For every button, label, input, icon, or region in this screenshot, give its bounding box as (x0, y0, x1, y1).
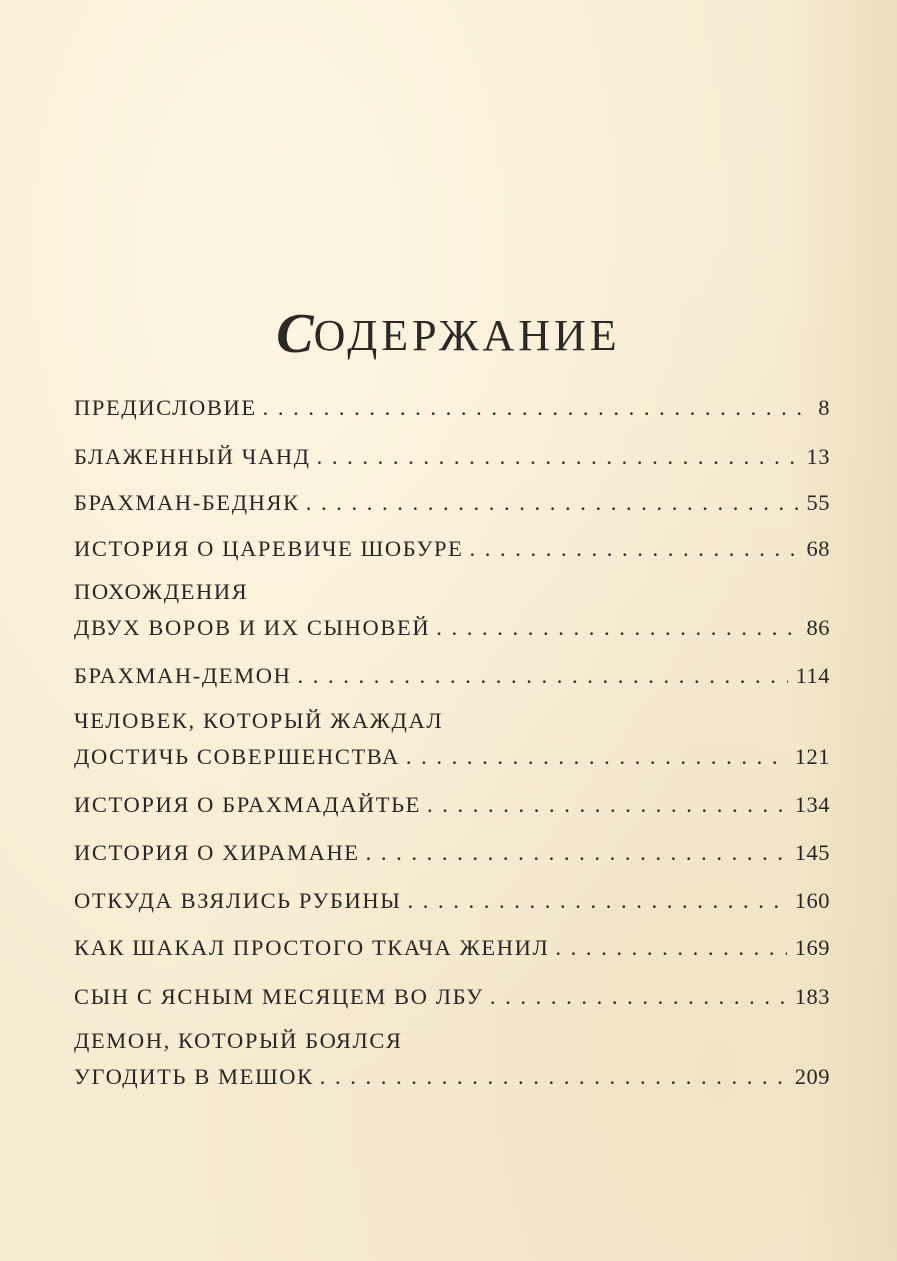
toc-entry[interactable] (74, 384, 830, 424)
toc-entry-title: ОТКУДА ВЗЯЛИСЬ РУБИНЫ (74, 888, 402, 913)
leader-dots (407, 884, 786, 917)
toc-entry-title: БЛАЖЕННЫЙ ЧАНД (74, 444, 311, 469)
toc-entry-title: ИСТОРИЯ О БРАХМАДАЙТЬЕ (74, 792, 421, 817)
toc-entry-page: 55 (806, 490, 830, 515)
toc-entry-page: 134 (794, 792, 830, 817)
leader-dots (317, 440, 799, 473)
toc-entry-page: 145 (794, 840, 830, 865)
leader-dots (490, 980, 787, 1013)
table-of-contents (74, 384, 830, 1093)
toc-entry[interactable] (74, 424, 830, 473)
leader-dots (427, 788, 787, 821)
leader-dots (555, 931, 786, 964)
toc-entry[interactable] (74, 704, 830, 773)
toc-entry-page: 183 (794, 984, 830, 1009)
toc-entry-title-line2: УГОДИТЬ В МЕШОК (74, 1064, 314, 1089)
toc-entry[interactable] (74, 964, 830, 1013)
toc-entry[interactable] (74, 575, 830, 644)
toc-entry-title: БРАХМАН-БЕДНЯК (74, 490, 300, 515)
leader-dots (263, 391, 802, 424)
toc-entry[interactable] (74, 869, 830, 917)
leader-dots (320, 1060, 787, 1093)
toc-entry-page: 160 (794, 888, 830, 913)
toc-entry-page: 209 (794, 1064, 830, 1089)
title-initial: С (276, 303, 314, 365)
toc-entry-title: ПРЕДИСЛОВИЕ (74, 395, 257, 420)
toc-entry[interactable] (74, 917, 830, 964)
toc-entry-title-line1: ДЕМОН, КОТОРЫЙ БОЯЛСЯ (74, 1028, 403, 1053)
toc-entry-page: 114 (795, 663, 830, 688)
toc-entry-title-line1: ЧЕЛОВЕК, КОТОРЫЙ ЖАЖДАЛ (74, 708, 444, 733)
toc-entry[interactable] (74, 773, 830, 821)
toc-entry-page: 169 (794, 935, 830, 960)
toc-entry-title-line2: ДОСТИЧЬ СОВЕРШЕНСТВА (74, 744, 400, 769)
toc-entry-title: ИСТОРИЯ О ХИРАМАНЕ (74, 840, 360, 865)
leader-dots (406, 740, 787, 773)
toc-entry-page: 86 (806, 615, 830, 640)
toc-entry-page: 121 (794, 744, 830, 769)
toc-entry-title-line1: ПОХОЖДЕНИЯ (74, 579, 249, 604)
toc-entry-title: ИСТОРИЯ О ЦАРЕВИЧЕ ШОБУРЕ (74, 536, 464, 561)
leader-dots (366, 836, 787, 869)
toc-entry-title-line2: ДВУХ ВОРОВ И ИХ СЫНОВЕЙ (74, 615, 431, 640)
leader-dots (297, 659, 787, 692)
toc-entry[interactable] (74, 473, 830, 519)
toc-entry-title: БРАХМАН-ДЕМОН (74, 663, 292, 688)
title-rest: ОДЕРЖАНИЕ (313, 311, 621, 360)
toc-entry[interactable] (74, 821, 830, 869)
toc-entry[interactable] (74, 519, 830, 565)
toc-entry-title: СЫН С ЯСНЫМ МЕСЯЦЕМ ВО ЛБУ (74, 984, 484, 1009)
leader-dots (436, 611, 798, 644)
toc-entry-page: 8 (818, 395, 830, 420)
toc-entry-title: КАК ШАКАЛ ПРОСТОГО ТКАЧА ЖЕНИЛ (74, 935, 550, 960)
leader-dots (306, 486, 799, 519)
page-title (0, 300, 897, 364)
toc-entry[interactable] (74, 1024, 830, 1093)
toc-entry-page: 13 (806, 444, 830, 469)
leader-dots (470, 532, 799, 565)
toc-entry-page: 68 (806, 536, 830, 561)
toc-entry[interactable] (74, 644, 830, 692)
